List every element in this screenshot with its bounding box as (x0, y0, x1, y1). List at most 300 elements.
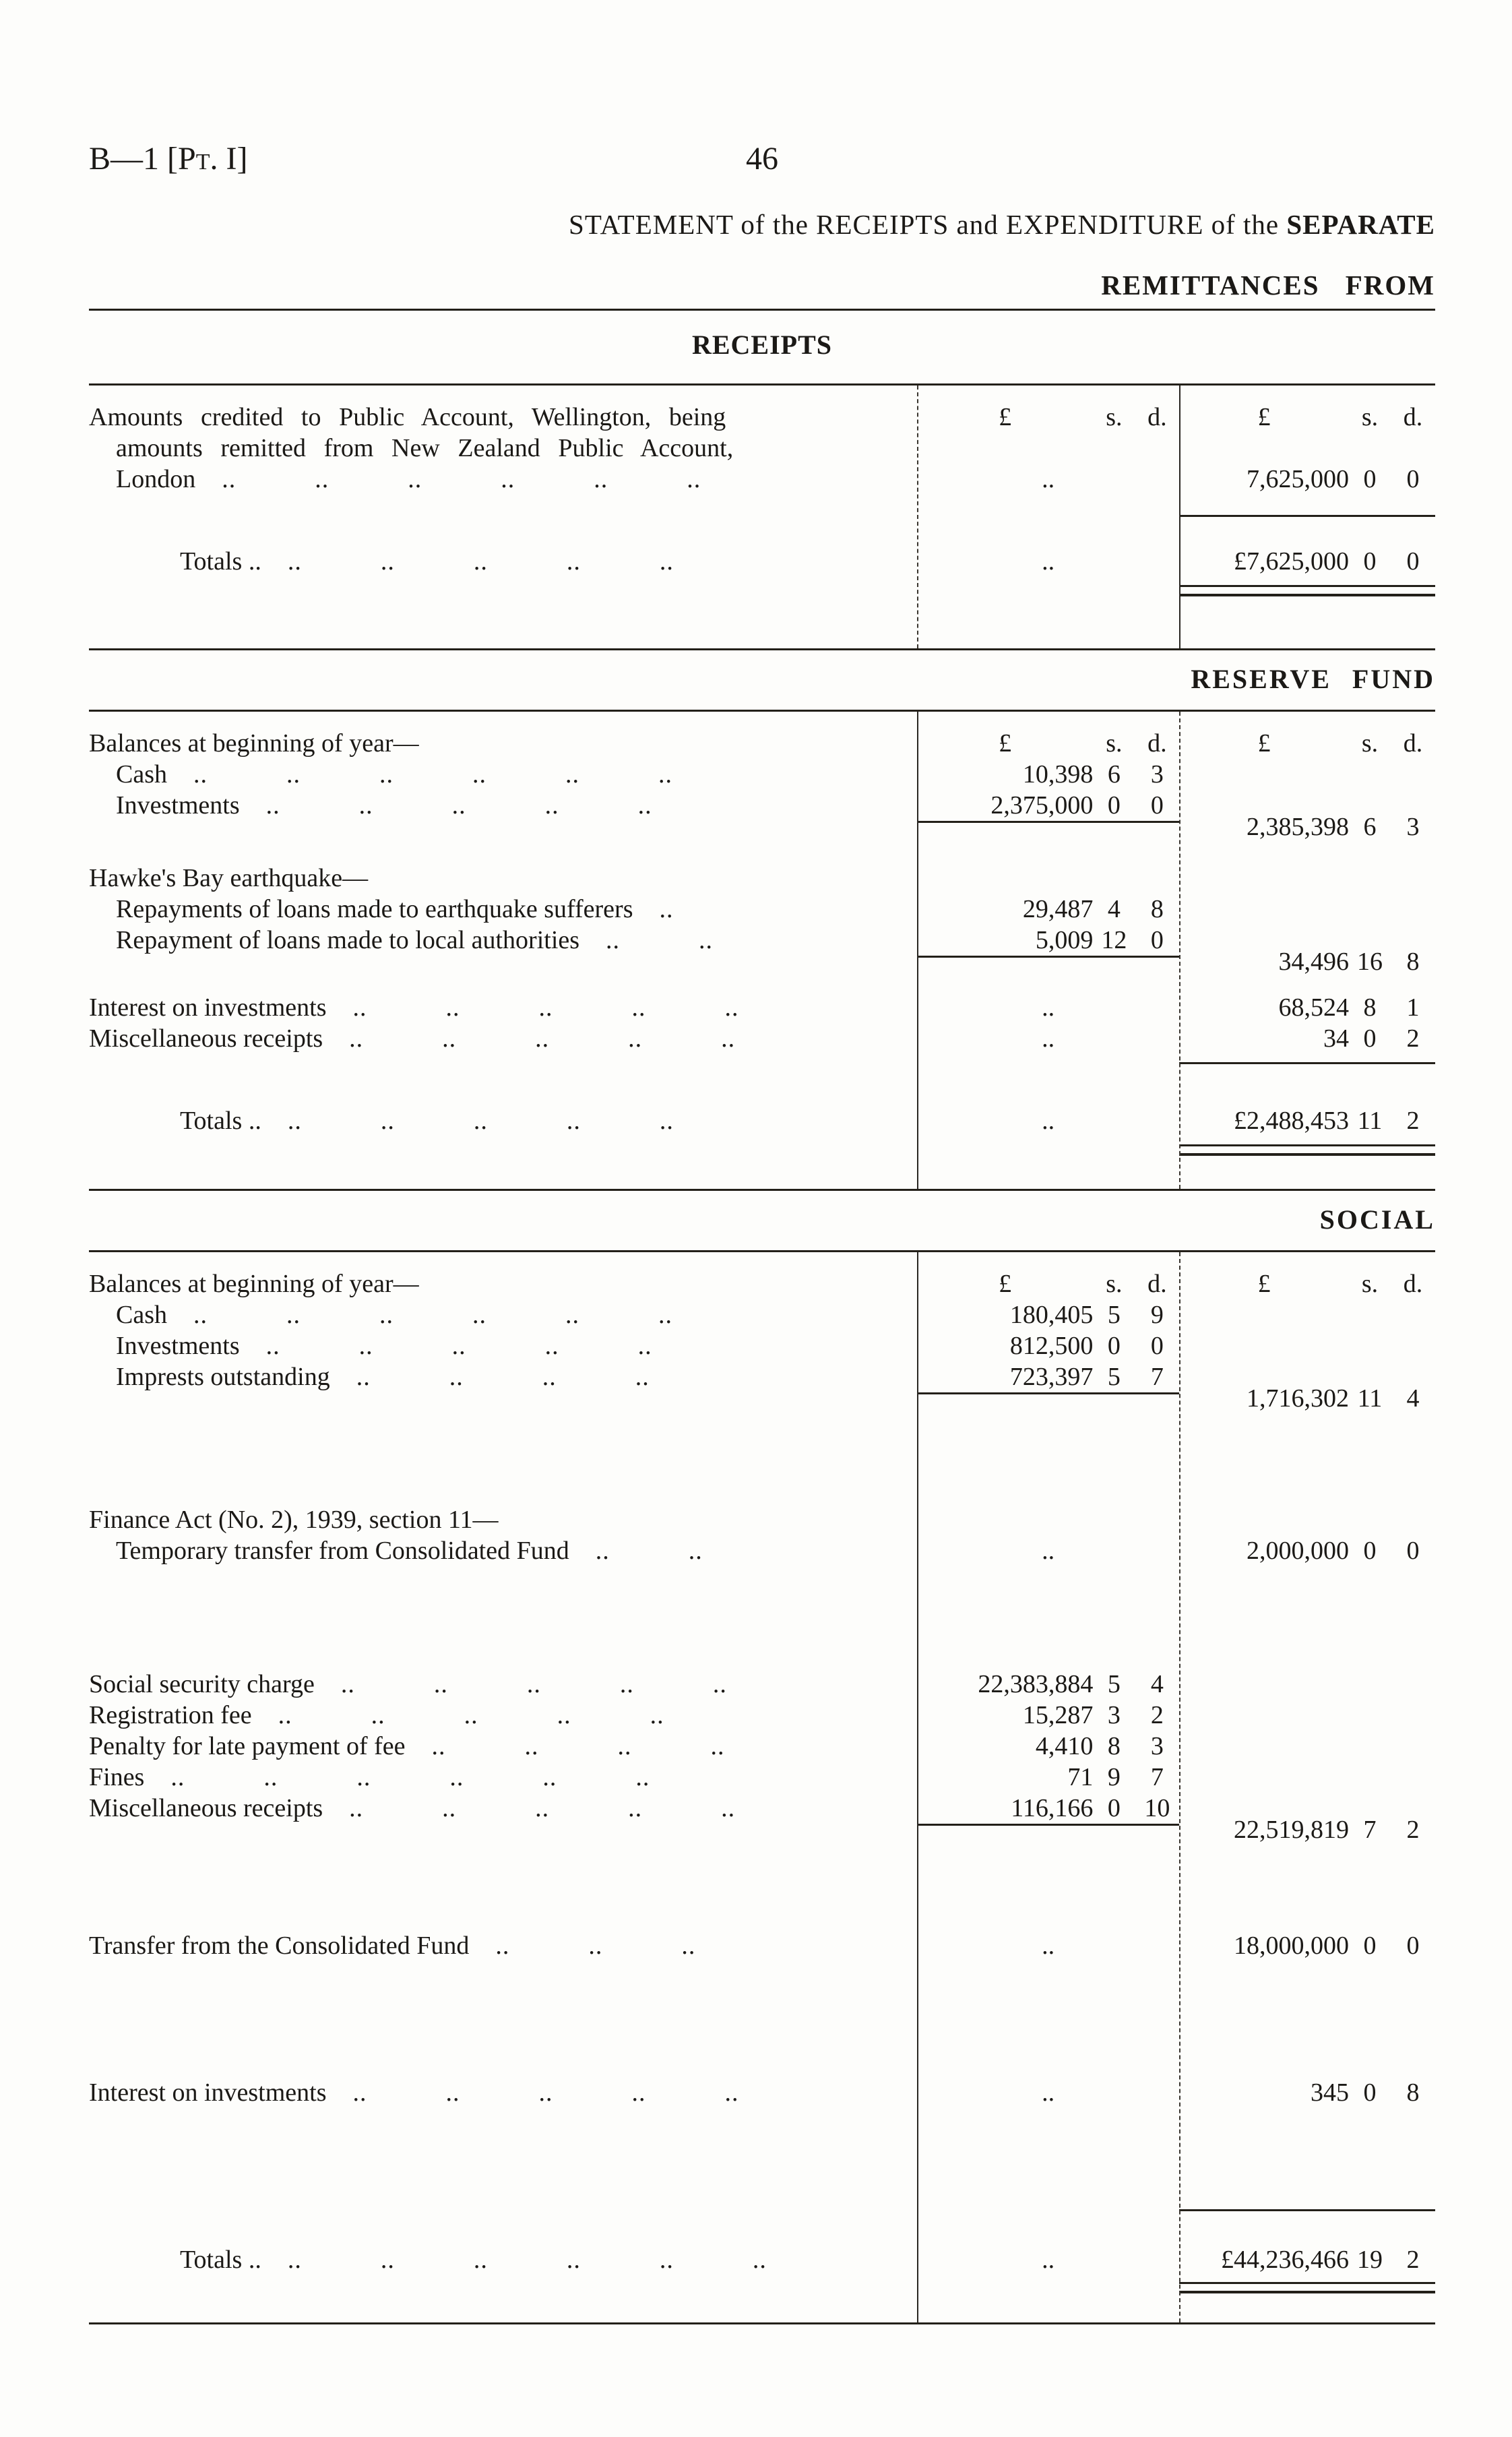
table-row (89, 894, 1435, 925)
table-row (89, 1762, 1435, 1793)
pence-value: 8 (1406, 948, 1420, 976)
pence-value: 2 (1406, 2246, 1420, 2274)
leader-dots: .. .. .. .. .. (239, 1332, 652, 1360)
amount-cell (1179, 2244, 1435, 2275)
row-label: Interest on investments (89, 993, 327, 1022)
column-rule-row (89, 1062, 1435, 1093)
money-col-1 (917, 956, 1180, 958)
double-rule (1179, 585, 1435, 596)
pence-value: 1 (1406, 993, 1420, 1022)
pence-value: 10 (1144, 1794, 1170, 1822)
leader-dots: .. .. .. .. .. (251, 1701, 664, 1729)
row-description (89, 433, 917, 464)
pounds-value: 29,487 (1022, 895, 1094, 923)
pounds-value: 2,385,398 (1246, 813, 1349, 841)
row-label: London (116, 465, 196, 493)
leader-dots: .. .. .. .. .. (326, 993, 739, 1022)
row-description (89, 1793, 917, 1824)
money-col-2 (1179, 1816, 1435, 1845)
table-row (89, 2244, 1435, 2275)
double-rule (1179, 1144, 1435, 1156)
money-col-1 (917, 759, 1180, 790)
row-description (89, 546, 917, 577)
title-emphasis-text: SEPARATE (1286, 209, 1435, 240)
leader-dots: .. .. .. .. .. .. (261, 2246, 767, 2274)
pounds-value: 18,000,000 (1233, 1932, 1349, 1960)
row-description (89, 464, 917, 495)
table-row (89, 1330, 1435, 1361)
shillings-value: 11 (1357, 1107, 1383, 1135)
spacer (89, 2108, 1435, 2209)
money-col-1: .. (1042, 2078, 1055, 2107)
money-col-1: .. (1042, 2246, 1055, 2274)
pounds-value: 5,009 (1035, 926, 1094, 954)
row-description (89, 1330, 917, 1361)
table-row (89, 759, 1435, 790)
row-description (89, 1700, 917, 1731)
row-label: Miscellaneous receipts (89, 1024, 323, 1053)
shillings-value: 0 (1363, 2078, 1377, 2107)
row-description (89, 1535, 917, 1566)
row-description (89, 790, 917, 821)
money-col-2 (1179, 1062, 1435, 1065)
page-header (89, 140, 1435, 178)
spacer (89, 1054, 1435, 1062)
pounds-value: 345 (1310, 2078, 1349, 2107)
shillings-value: 6 (1107, 760, 1121, 789)
pence-value: 3 (1406, 813, 1420, 841)
table-row (89, 1105, 1435, 1136)
double-rule-row (89, 2282, 1435, 2313)
money-col-2 (1179, 1930, 1435, 1961)
row-label: Miscellaneous receipts (89, 1794, 323, 1822)
spacer (89, 1860, 1435, 1930)
leader-dots: .. .. (579, 926, 714, 954)
table-row (89, 2077, 1435, 2108)
money-col-1 (917, 2209, 1180, 2210)
column-rule-row (89, 2209, 1435, 2240)
pence-header: d. (1403, 403, 1423, 431)
money-col-1 (917, 1268, 1180, 1299)
amount-cell (917, 1299, 1180, 1330)
row-description (89, 1361, 917, 1392)
pence-value: 2 (1406, 1024, 1420, 1053)
leader-dots: .. .. .. (469, 1932, 696, 1960)
row-label: Balances at beginning of year— (89, 1270, 419, 1298)
pence-value: 3 (1150, 1732, 1164, 1760)
money-col-2 (1179, 2209, 1435, 2212)
amount-cell (917, 1669, 1180, 1700)
row-description (89, 1105, 917, 1136)
pence-header: d. (1147, 729, 1167, 758)
money-col-1: .. (1042, 1024, 1055, 1053)
amount-cell (917, 894, 1180, 925)
pence-value: 0 (1406, 465, 1420, 493)
table-row (89, 546, 1435, 577)
spacer (89, 857, 1435, 863)
amount-cell (1179, 1814, 1435, 1845)
amount-cell (1179, 546, 1435, 577)
pounds-header: £ (999, 1270, 1012, 1298)
spacer (89, 616, 1435, 648)
column-divider-c2 (1179, 1252, 1180, 2322)
shillings-value: 0 (1363, 547, 1377, 576)
leader-dots: .. .. .. .. .. .. (167, 760, 672, 789)
money-col-1 (917, 821, 1180, 824)
shillings-value: 12 (1101, 926, 1127, 954)
pence-value: 4 (1150, 1670, 1164, 1698)
money-col-1 (917, 515, 1180, 516)
leader-dots: .. .. .. .. .. .. (195, 465, 701, 493)
row-label: Repayments of loans made to earthquake sufferers (116, 895, 633, 923)
table-row (89, 1669, 1435, 1700)
pounds-value: £44,236,466 (1220, 2246, 1349, 2274)
pence-value: 0 (1406, 547, 1420, 576)
leader-dots: .. .. .. .. (405, 1732, 725, 1760)
spacer (89, 1136, 1435, 1144)
row-description (89, 2077, 917, 2108)
pounds-value: 71 (1067, 1763, 1094, 1791)
spacer (89, 577, 1435, 585)
amount-cell (917, 790, 1180, 821)
row-label: Investments (116, 1332, 240, 1360)
money-col-1 (917, 1700, 1180, 1731)
row-label: Amounts credited to Public Account, Wellington, being (89, 403, 726, 431)
row-label: Cash (116, 1301, 167, 1329)
shillings-value: 0 (1363, 1537, 1377, 1565)
column-divider-c1 (917, 1252, 918, 2322)
money-col-2 (1179, 759, 1435, 760)
row-description (89, 1504, 917, 1535)
money-col-2 (1179, 464, 1435, 495)
shillings-value: 0 (1107, 1332, 1121, 1360)
pounds-value: 15,287 (1022, 1701, 1094, 1729)
money-col-2 (1179, 1268, 1435, 1299)
pounds-value: £2,488,453 (1233, 1107, 1349, 1135)
shillings-value: 3 (1107, 1701, 1121, 1729)
reserve-fund-heading: RESERVE FUND (1191, 664, 1435, 694)
pence-header: d. (1403, 1270, 1423, 1298)
pence-value: 3 (1150, 760, 1164, 789)
title-divider-rule (89, 309, 1435, 311)
shillings-value: 0 (1107, 1794, 1121, 1822)
pence-value: 0 (1150, 1332, 1164, 1360)
money-col-1 (917, 1062, 1180, 1063)
double-rule-row (89, 585, 1435, 616)
money-col-1 (917, 402, 1180, 433)
row-description (89, 1731, 917, 1762)
row-label: Totals .. (180, 547, 261, 576)
shillings-value: 0 (1363, 1024, 1377, 1053)
row-label: Finance Act (No. 2), 1939, section 11— (89, 1506, 499, 1534)
money-col-2 (1179, 546, 1435, 577)
money-col-2 (1179, 515, 1435, 518)
money-col-2 (1179, 1535, 1435, 1566)
shillings-header: s. (1361, 1270, 1379, 1298)
money-col-1 (917, 1361, 1180, 1392)
column-divider-c1 (917, 712, 918, 1189)
pounds-header: £ (999, 403, 1012, 431)
money-col-1: .. (1042, 1932, 1055, 1960)
spacer (89, 1093, 1435, 1105)
money-col-2 (1179, 948, 1435, 977)
pence-value: 7 (1150, 1363, 1164, 1391)
amount-cell (1179, 992, 1435, 1023)
pounds-value: 22,519,819 (1233, 1816, 1349, 1844)
pounds-value: 4,410 (1035, 1732, 1094, 1760)
pence-value: 8 (1150, 895, 1164, 923)
subtotal-row (89, 813, 1435, 857)
row-description (89, 402, 917, 433)
money-col-2 (1179, 2077, 1435, 2108)
pence-header: d. (1147, 1270, 1167, 1298)
money-col-2 (1179, 1105, 1435, 1136)
row-label: Social security charge (89, 1670, 315, 1698)
shillings-header: s. (1361, 729, 1379, 758)
money-column-header (917, 1268, 1180, 1299)
pounds-value: 10,398 (1022, 760, 1094, 789)
shillings-value: 5 (1107, 1363, 1121, 1391)
table-row (89, 1023, 1435, 1054)
spacer (89, 1961, 1435, 2077)
statement-title-line-2: REMITTANCES FROM (1101, 270, 1435, 301)
row-description (89, 2244, 917, 2275)
pounds-value: 2,375,000 (990, 791, 1094, 820)
pence-value: 8 (1406, 2078, 1420, 2107)
money-col-1: .. (1042, 1107, 1055, 1135)
pounds-value: 34,496 (1278, 948, 1349, 976)
shillings-value: 16 (1356, 948, 1383, 976)
shillings-header: s. (1361, 403, 1379, 431)
pence-value: 2 (1406, 1107, 1420, 1135)
pence-value: 9 (1150, 1301, 1164, 1329)
money-col-1 (917, 1504, 1180, 1505)
money-col-1 (917, 894, 1180, 925)
row-label: Balances at beginning of year— (89, 729, 419, 758)
money-col-1 (917, 1731, 1180, 1762)
pence-value: 2 (1150, 1701, 1164, 1729)
subtotal-row (89, 948, 1435, 992)
amount-cell (1179, 811, 1435, 842)
pence-value: 0 (1150, 791, 1164, 820)
pence-value: 0 (1150, 926, 1164, 954)
shillings-value: 8 (1107, 1732, 1121, 1760)
pence-value: 7 (1150, 1763, 1164, 1791)
social-fund-table (89, 1250, 1435, 2324)
money-col-1 (917, 1299, 1180, 1330)
money-col-2 (1179, 2282, 1435, 2293)
pence-value: 0 (1406, 1932, 1420, 1960)
money-col-2 (1179, 728, 1435, 759)
amount-cell (1179, 1930, 1435, 1961)
amount-cell (917, 925, 1180, 956)
row-label: Fines (89, 1763, 145, 1791)
leader-dots: .. .. .. .. (329, 1363, 650, 1391)
row-description (89, 1023, 917, 1054)
leader-dots: .. .. .. .. .. (326, 2078, 739, 2107)
money-col-1 (917, 1824, 1180, 1826)
statement-title (89, 208, 1435, 302)
leader-dots: .. .. .. .. .. (239, 791, 652, 820)
page-number: 46 (746, 141, 778, 177)
shillings-value: 4 (1107, 895, 1121, 923)
shillings-value: 8 (1363, 993, 1377, 1022)
money-col-2 (1179, 1144, 1435, 1156)
subtotal-row (89, 1816, 1435, 1860)
doc-reference: B—1 [Pt. I] (89, 141, 248, 177)
amount-cell (1179, 1023, 1435, 1054)
table-row (89, 863, 1435, 894)
amount-cell (1179, 464, 1435, 495)
pounds-value: 180,405 (1009, 1301, 1094, 1329)
pounds-header: £ (1257, 1270, 1271, 1298)
receipts-table (89, 383, 1435, 650)
amount-cell (1179, 1535, 1435, 1566)
money-col-1 (917, 1144, 1180, 1145)
money-col-1 (917, 2282, 1180, 2283)
leader-dots: .. .. .. .. .. (323, 1794, 736, 1822)
amount-cell (917, 1700, 1180, 1731)
pounds-value: 812,500 (1009, 1332, 1094, 1360)
reserve-fund-table (89, 710, 1435, 1191)
money-col-1 (917, 1762, 1180, 1793)
money-column-header (917, 402, 1180, 433)
shillings-header: s. (1106, 1270, 1123, 1298)
double-rule-row (89, 1144, 1435, 1175)
money-col-1 (917, 1793, 1180, 1824)
pence-header: d. (1147, 403, 1167, 431)
row-label: Investments (116, 791, 240, 820)
row-description (89, 728, 917, 759)
pounds-value: 2,000,000 (1246, 1537, 1349, 1565)
money-col-2 (1179, 1504, 1435, 1505)
row-label: Temporary transfer from Consolidated Fund (116, 1537, 569, 1565)
money-col-2 (1179, 1361, 1435, 1362)
money-col-1: .. (1042, 1537, 1055, 1565)
shillings-header: s. (1106, 729, 1123, 758)
pounds-header: £ (1257, 729, 1271, 758)
table-row (89, 1268, 1435, 1299)
spacer (89, 2313, 1435, 2322)
pence-value: 0 (1406, 1537, 1420, 1565)
pence-value: 2 (1406, 1816, 1420, 1844)
amount-cell (1179, 1105, 1435, 1136)
table-row (89, 1731, 1435, 1762)
leader-dots: .. .. .. .. .. (314, 1670, 727, 1698)
amount-cell (1179, 1383, 1435, 1414)
money-column-header (1179, 402, 1435, 433)
leader-dots: .. .. .. .. .. (323, 1024, 736, 1053)
money-col-2 (1179, 992, 1435, 1023)
amount-cell (1179, 946, 1435, 977)
table-row (89, 1504, 1435, 1535)
row-description (89, 925, 917, 956)
shillings-value: 6 (1363, 813, 1377, 841)
column-divider-c2 (1179, 385, 1180, 648)
pounds-value: £7,625,000 (1233, 547, 1349, 576)
pounds-value: 1,716,302 (1246, 1384, 1349, 1413)
row-description (89, 863, 917, 894)
row-label: Imprests outstanding (116, 1363, 330, 1391)
row-description (89, 1268, 917, 1299)
row-label: Totals .. (180, 1107, 261, 1135)
row-description (89, 894, 917, 925)
row-description (89, 1762, 917, 1793)
row-label: Repayment of loans made to local authorities (116, 926, 580, 954)
money-column-header (1179, 728, 1435, 759)
row-description (89, 992, 917, 1023)
money-col-2 (1179, 1384, 1435, 1414)
money-col-1 (917, 1392, 1180, 1395)
table-row (89, 433, 1435, 464)
subtotal-row (89, 1384, 1435, 1429)
double-rule (1179, 2282, 1435, 2293)
money-col-1 (917, 1669, 1180, 1700)
pounds-value: 723,397 (1009, 1363, 1094, 1391)
money-col-1: .. (1042, 465, 1055, 493)
row-label: Totals .. (180, 2246, 261, 2274)
shillings-value: 7 (1363, 1816, 1377, 1844)
money-col-2 (1179, 585, 1435, 596)
leader-dots: .. .. (569, 1537, 703, 1565)
money-col-2 (1179, 1023, 1435, 1054)
title-main-text: STATEMENT of the RECEIPTS and EXPENDITURE of the (569, 209, 1280, 240)
table-row (89, 1535, 1435, 1566)
pounds-value: 68,524 (1278, 993, 1349, 1022)
shillings-value: 5 (1107, 1301, 1121, 1329)
pence-value: 4 (1406, 1384, 1420, 1413)
spacer (89, 1429, 1435, 1504)
row-description (89, 759, 917, 790)
table-row (89, 728, 1435, 759)
row-label: Transfer from the Consolidated Fund (89, 1932, 470, 1960)
statement-title-line-1 (89, 208, 1435, 241)
row-label: Interest on investments (89, 2078, 327, 2107)
shillings-value: 5 (1107, 1670, 1121, 1698)
pounds-header: £ (999, 729, 1012, 758)
shillings-value: 19 (1356, 2246, 1383, 2274)
amount-cell (1179, 2077, 1435, 2108)
row-label: Hawke's Bay earthquake— (89, 864, 369, 892)
table-row (89, 402, 1435, 433)
amount-cell (917, 1731, 1180, 1762)
pounds-header: £ (1257, 403, 1271, 431)
money-column-header (1179, 1268, 1435, 1299)
shillings-value: 0 (1107, 791, 1121, 820)
shillings-value: 11 (1357, 1384, 1383, 1413)
money-col-2 (1179, 813, 1435, 842)
amount-cell (917, 1762, 1180, 1793)
row-description (89, 1930, 917, 1961)
pounds-value: 116,166 (1011, 1794, 1094, 1822)
money-col-1: .. (1042, 993, 1055, 1022)
money-col-2 (1179, 1330, 1435, 1331)
money-col-1 (917, 790, 1180, 821)
money-col-2 (1179, 790, 1435, 791)
pence-header: d. (1403, 729, 1423, 758)
money-col-1 (917, 925, 1180, 956)
pounds-value: 7,625,000 (1246, 465, 1349, 493)
table-row (89, 464, 1435, 495)
row-label: amounts remitted from New Zealand Public Account, (116, 434, 734, 462)
row-label: Cash (116, 760, 167, 789)
table-row (89, 992, 1435, 1023)
row-label: Registration fee (89, 1701, 252, 1729)
leader-dots: .. .. .. .. .. (261, 1107, 674, 1135)
money-col-1 (917, 1330, 1180, 1361)
leader-dots: .. (633, 895, 674, 923)
amount-cell (917, 1361, 1180, 1392)
